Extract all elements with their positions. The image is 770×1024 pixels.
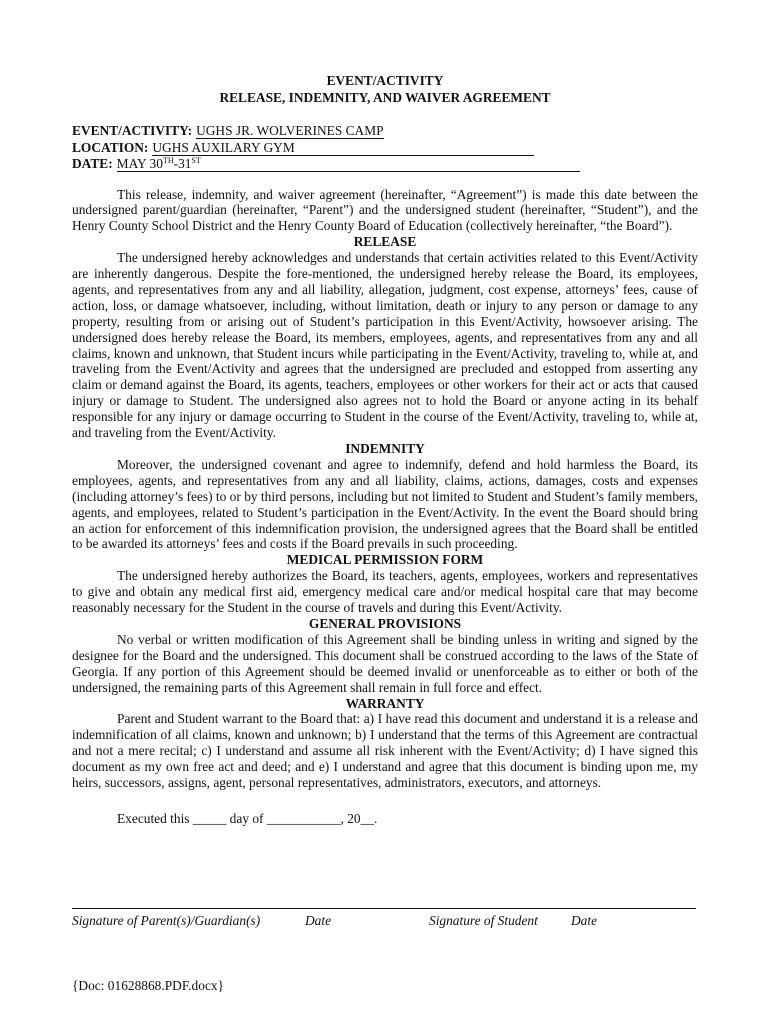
- student-date-label: Date: [571, 913, 598, 928]
- date-mid: -31: [173, 156, 192, 171]
- section-heading-medical: MEDICAL PERMISSION FORM: [286, 552, 484, 568]
- date-label: DATE:: [72, 156, 113, 171]
- date-row: [72, 156, 698, 173]
- section-text-general: No verbal or written modification of this Agreement shall be binding unless in writing and signed by the designee for the Board and the undersigned. This document shall be construed according to the laws of the State of Georgia. If any portion of this Agreement should be deemed invalid or unenforceable as to either or both of the undersigned, the remaining parts of this Agreement shall remain in full force and effect.: [72, 631, 698, 695]
- location-row: [72, 140, 698, 157]
- date-main: MAY 30: [116, 156, 163, 171]
- date-value: [117, 157, 580, 172]
- parent-date-label: Date: [305, 913, 332, 928]
- section-text-indemnity: Moreover, the undersigned covenant and agree to indemnify, defend and hold harmless the Board, its employees, agents, and representatives from any and all liability, claims, actions, damages, costs and expenses (including attorney’s fees) to or by third persons, including but not limited to Student and Student’s family members, agents, and employees, related to Student’s participation in the Event/Activity. In the event the Board should bring an action for enforcement of this indemnification provision, the undersigned agrees that the Board shall be entitled to be awarded its attorneys’ fees and costs if the Board prevails in such proceeding.: [72, 456, 698, 552]
- intro-paragraph: This release, indemnity, and waiver agreement (hereinafter, “Agreement”) is made this date between the undersigned parent/guardian (hereinafter, “Parent”) and the undersigned student (hereinafter, “Student”), and the Henry County School District and the Henry County Board of Education (collectively hereinafter, “the Board”).: [72, 186, 698, 234]
- section-heading-indemnity: INDEMNITY: [345, 441, 425, 456]
- section-text-warranty: Parent and Student warrant to the Board that: a) I have read this document and understand it is a release and indemnification of all claims, known and unknown; b) I understand that the terms of this Agreement are contractual and not a mere recital; c) I understand and assume all risk inherent with the Event/Activity; d) I have signed this document as my own free act and deed; and e) I understand and agree that this document is binding upon me, my heirs, successors, assigns, agent, personal representatives, administrators, executors, and attorneys.: [72, 711, 698, 791]
- title-line-2: RELEASE, INDEMNITY, AND WAIVER AGREEMENT: [219, 90, 551, 105]
- event-value: UGHS JR. WOLVERINES CAMP: [196, 123, 384, 138]
- section-heading-general: GENERAL PROVISIONS: [308, 615, 462, 631]
- section-text-medical: The undersigned hereby authorizes the Board, its teachers, agents, employees, workers and representatives to give and obtain any medical first aid, emergency medical care and/or medical hospital care that may become reasonably necessary for the Student in the course of travels and during this Event/Activity.: [72, 568, 698, 616]
- section-heading-release: RELEASE: [353, 234, 417, 250]
- document-title: [72, 72, 698, 106]
- event-label: EVENT/ACTIVITY:: [72, 123, 193, 138]
- location-label: LOCATION:: [72, 139, 149, 155]
- document-footer: {Doc: 01628868.PDF.docx}: [72, 978, 225, 993]
- event-details: [72, 123, 698, 173]
- signature-line[interactable]: [72, 908, 696, 909]
- agreement-body: [72, 187, 698, 791]
- executed-line: Executed this _____ day of ___________, 20__.: [117, 810, 378, 826]
- event-row: [72, 123, 698, 140]
- section-text-release: The undersigned hereby acknowledges and understands that certain activities related to this Event/Activity are inherently dangerous. Despite the fore-mentioned, the undersigned hereby release the Board, its employees, agents, and representatives from any and all liability, allegation, judgment, cost expense, attorneys’ fees, cause of action, loss, or damage whatsoever, including, without limitation, death or injury to any person or damage to any property, resulting from or arising out of Student’s participation in this Event/Activity, howsoever arising. The undersigned does hereby release the Board, its members, employees, agents, and representatives from any and all claims, known and unknown, that Student incurs while participating in the Event/Activity, traveling to, while at, and traveling from the Event/Activity and agrees that the undersigned are precluded and estopped from asserting any claim or demand against the Board, its agents, teachers, employees or other workers for their act or acts that caused injury or damage to Student. The undersigned also agrees not to hold the Board or anyone acting in its behalf responsible for any injury or damage occurring to Student in the course of the Event/Activity, traveling to, while at, and traveling from the Event/Activity.: [72, 250, 698, 441]
- date-suffix-2: ST: [191, 156, 201, 165]
- section-heading-warranty: WARRANTY: [345, 695, 425, 711]
- document-page: [72, 72, 698, 827]
- parent-signature-label: Signature of Parent(s)/Guardian(s): [72, 913, 261, 928]
- date-suffix-1: TH: [162, 156, 174, 165]
- location-value: UGHS AUXILARY GYM: [152, 141, 534, 156]
- title-line-1: EVENT/ACTIVITY: [326, 73, 444, 88]
- student-signature-label: Signature of Student: [429, 913, 538, 928]
